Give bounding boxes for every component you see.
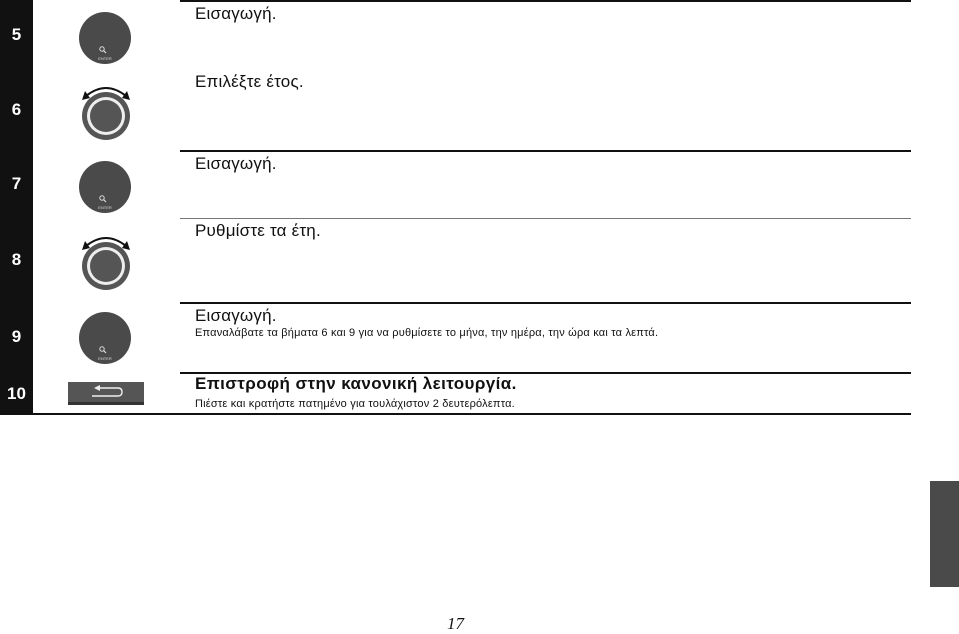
- step-6: [0, 69, 911, 150]
- divider: [180, 0, 911, 2]
- step-number: 7: [0, 150, 33, 218]
- divider: [180, 150, 911, 152]
- divider: [180, 302, 911, 304]
- step-title: Εισαγωγή.: [195, 306, 277, 325]
- step-title: Εισαγωγή.: [195, 154, 277, 173]
- step-number: 5: [0, 0, 33, 69]
- divider: [0, 413, 911, 415]
- step-title: Επιλέξτε έτος.: [195, 72, 304, 91]
- step-number: 10: [0, 372, 33, 415]
- step-title: Εισαγωγή.: [195, 4, 277, 23]
- step-5: [0, 0, 911, 69]
- divider: [180, 218, 911, 219]
- rotary-knob-icon: [74, 78, 138, 142]
- step-number: 8: [0, 218, 33, 302]
- step-9: [0, 302, 911, 372]
- knob-label: ENTER: [98, 56, 112, 61]
- step-title: Επιστροφή στην κανονική λειτουργία.: [195, 374, 517, 393]
- enter-knob-icon: [75, 5, 135, 71]
- knob-label: ENTER: [98, 205, 112, 210]
- page-number: 17: [447, 614, 464, 633]
- step-description: Επαναλάβατε τα βήματα 6 και 9 για να ρυθμίσετε το μήνα, την ημέρα, την ώρα και τα λεπτά.: [195, 327, 659, 339]
- knob-label: ENTER: [98, 356, 112, 361]
- step-description: Πιέστε και κρατήστε πατημένο για τουλάχιστον 2 δευτερόλεπτα.: [195, 398, 515, 410]
- section-tab: [930, 481, 959, 587]
- step-title: Ρυθμίστε τα έτη.: [195, 221, 321, 240]
- enter-knob-icon: [75, 154, 135, 220]
- step-10: [0, 372, 911, 415]
- step-number: 9: [0, 302, 33, 372]
- step-8: [0, 218, 911, 302]
- return-button-icon: [68, 382, 144, 406]
- rotary-knob-icon: [74, 228, 138, 292]
- step-number: 6: [0, 69, 33, 150]
- step-7: [0, 150, 911, 218]
- enter-knob-icon: [75, 305, 135, 371]
